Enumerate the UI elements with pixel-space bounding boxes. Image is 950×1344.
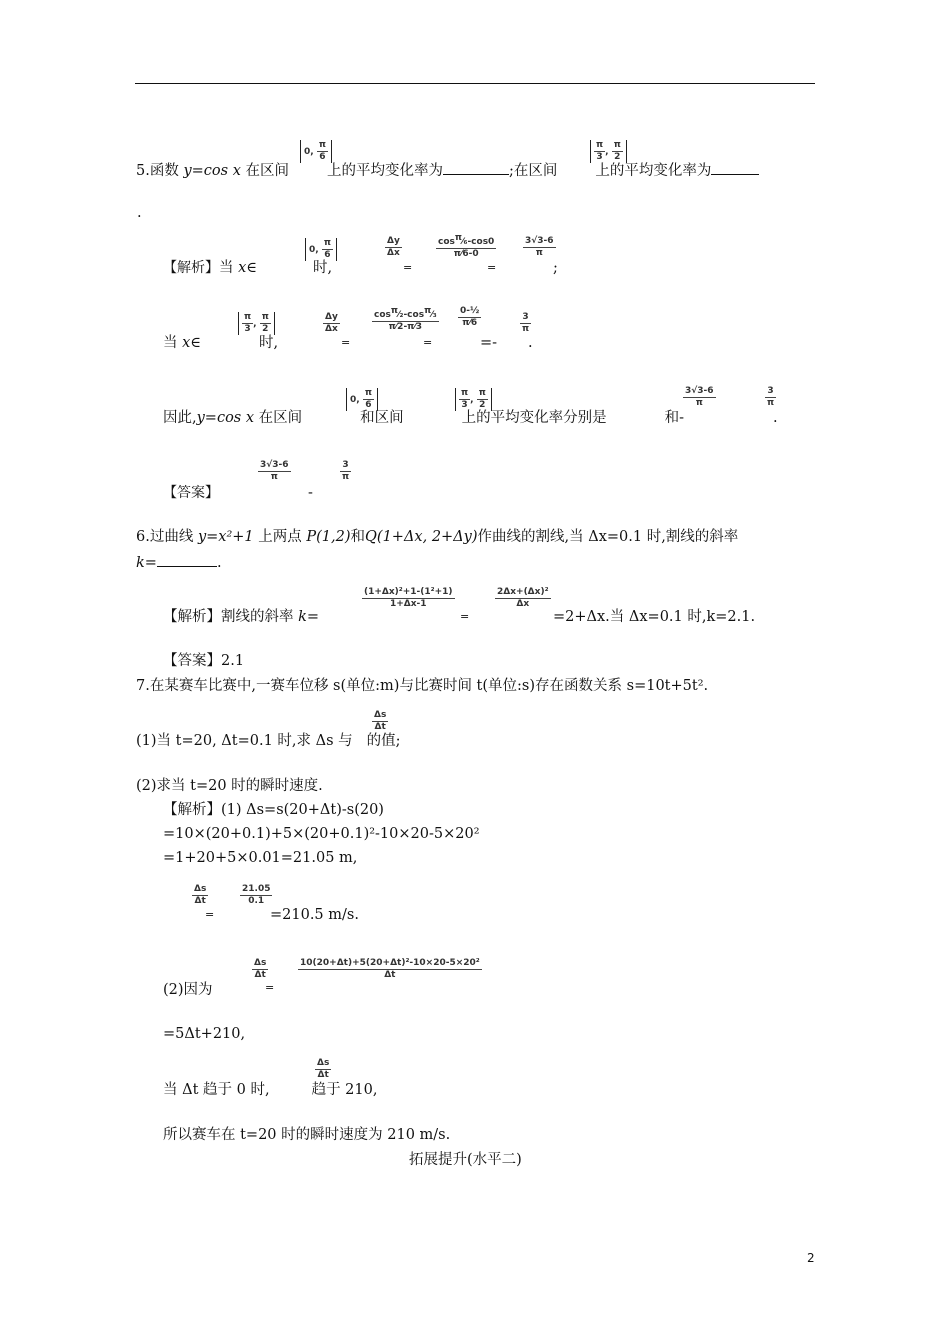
section-heading: 拓展提升(水平二) [409, 1152, 522, 1168]
q5-therefore: 因此,y=cos x 在区间 和区间 上的平均变化率分别是 和- [163, 410, 685, 426]
q5-ans2: $\frac{3}{\pi}$ [342, 460, 350, 482]
eq-sign-4: = [423, 336, 433, 349]
q6-line1: 6.过曲线 y=x²+1 上两点 P(1,2)和Q(1+Δx, 2+Δy)作曲线的割线,当 Δx=0.1 时,割线的斜率 [136, 529, 739, 545]
interval-0-pi6: 0, $\frac{\pi}{6}$ [300, 140, 332, 163]
dy-dx-frac: $\frac{\Delta y}{\Delta x}$ [387, 236, 400, 258]
q5-frac2: $\frac{\cos^\pi⁄_2-\cos^\pi⁄_3}{\pi⁄2-\pi⁄3}$ [374, 306, 437, 332]
q5-end-dot: . [137, 205, 142, 221]
eq-sign-6: = [205, 908, 215, 921]
q7-frac-21: $\frac{21.05}{0.1}$ [242, 884, 271, 906]
q5-line1: 5.函数 y=cos x 在区间 上的平均变化率为 ;在区间 上的平均变化率为 [136, 160, 759, 181]
q5-frac2b: $\frac{\text{0-½}}{\pi⁄6}$ [460, 306, 480, 328]
header-rule [135, 83, 815, 84]
q5-frac1: $\frac{\cos^\pi⁄_6-\cos 0}{\pi⁄6-0}$ [438, 233, 495, 259]
q5-res1-b: $\frac{3√3-6}{\pi}$ [685, 386, 714, 408]
ds-dt-frac-4: $\frac{\Delta s}{\Delta t}$ [317, 1058, 330, 1080]
q5-res1: $\frac{3√3-6}{\pi}$ [525, 236, 554, 258]
q7-frac-big: $\frac{\text{10(20+Δt)+5(20+Δt)²-10×20-5×20²}}{\Delta t}$ [300, 958, 480, 980]
q7-b2: =5Δt+210, [163, 1026, 246, 1042]
neg-eq: =- [480, 335, 498, 351]
interval-0-pi6-b: 0, $\frac{\pi}{6}$ [305, 238, 337, 261]
ans-dash: - [308, 485, 313, 501]
ds-dt-frac-3: $\frac{\Delta s}{\Delta t}$ [254, 958, 267, 980]
q5-answer: 【答案】 [163, 485, 219, 501]
eq-sign-7: = [265, 981, 275, 994]
q6-analysis: 【解析】割线的斜率 k= [163, 609, 320, 625]
q7-b1: (2)因为 [163, 982, 213, 998]
q5-res2: $\frac{3}{\pi}$ [522, 312, 530, 334]
eq-sign-3: = [341, 336, 351, 349]
semicolon: ; [553, 260, 558, 276]
q7-a4: =210.5 m/s. [270, 907, 359, 923]
page-number: 2 [807, 1251, 815, 1265]
q5-res2-b: $\frac{3}{\pi}$ [767, 386, 775, 408]
q7-b3: 当 Δt 趋于 0 时, 趋于 210, [163, 1082, 378, 1098]
ds-dt-frac-2: $\frac{\Delta s}{\Delta t}$ [194, 884, 207, 906]
q5-ans1: $\frac{3√3-6}{\pi}$ [260, 460, 289, 482]
q6-result: =2+Δx.当 Δx=0.1 时,k=2.1. [553, 609, 756, 625]
q5-analysis-line1: 【解析】当 x∈ 时, [163, 260, 333, 276]
q7-p1: (1)当 t=20, Δt=0.1 时,求 Δs 与 的值; [136, 733, 401, 749]
interval-pi3-pi2-b: $\frac{\pi}{3}$ , $\frac{\pi}{2}$ [238, 312, 275, 335]
eq-sign-2: = [487, 261, 497, 274]
eq-sign: = [403, 261, 413, 274]
q6-answer: 【答案】2.1 [163, 653, 245, 669]
dot-2: . [528, 335, 533, 351]
interval-0-pi6-c: 0, $\frac{\pi}{6}$ [346, 388, 378, 411]
q5-analysis-line2: 当 x∈ 时, [163, 335, 279, 351]
q7-line1: 7.在某赛车比赛中,一赛车位移 s(单位:m)与比赛时间 t(单位:s)存在函数关系 s=10t+5t². [136, 678, 709, 694]
interval-pi3-pi2-c: $\frac{\pi}{3}$ , $\frac{\pi}{2}$ [455, 388, 492, 411]
q7-a2: =10×(20+0.1)+5×(20+0.1)²-10×20-5×20² [163, 826, 480, 842]
q7-a1: 【解析】(1) Δs=s(20+Δt)-s(20) [163, 802, 384, 818]
eq-sign-5: = [460, 610, 470, 623]
q7-b4: 所以赛车在 t=20 时的瞬时速度为 210 m/s. [163, 1127, 451, 1143]
q6-line2: k= . [136, 552, 222, 573]
q6-frac1: $\frac{\text{(1+Δx)²+1-(1²+1)}}{1+\Delta x-1}$ [364, 587, 453, 609]
q7-a3: =1+20+5×0.01=21.05 m, [163, 850, 358, 866]
interval-pi3-pi2: $\frac{\pi}{3}$ , $\frac{\pi}{2}$ [590, 140, 627, 163]
dy-dx-frac-2: $\frac{\Delta y}{\Delta x}$ [325, 312, 338, 334]
q6-frac2: $\frac{\text{2Δx+(Δx)²}}{\Delta x}$ [497, 587, 549, 609]
dot-3: . [773, 410, 778, 426]
ds-dt-frac: $\frac{\Delta s}{\Delta t}$ [374, 710, 387, 732]
q7-p2: (2)求当 t=20 时的瞬时速度. [136, 778, 323, 794]
